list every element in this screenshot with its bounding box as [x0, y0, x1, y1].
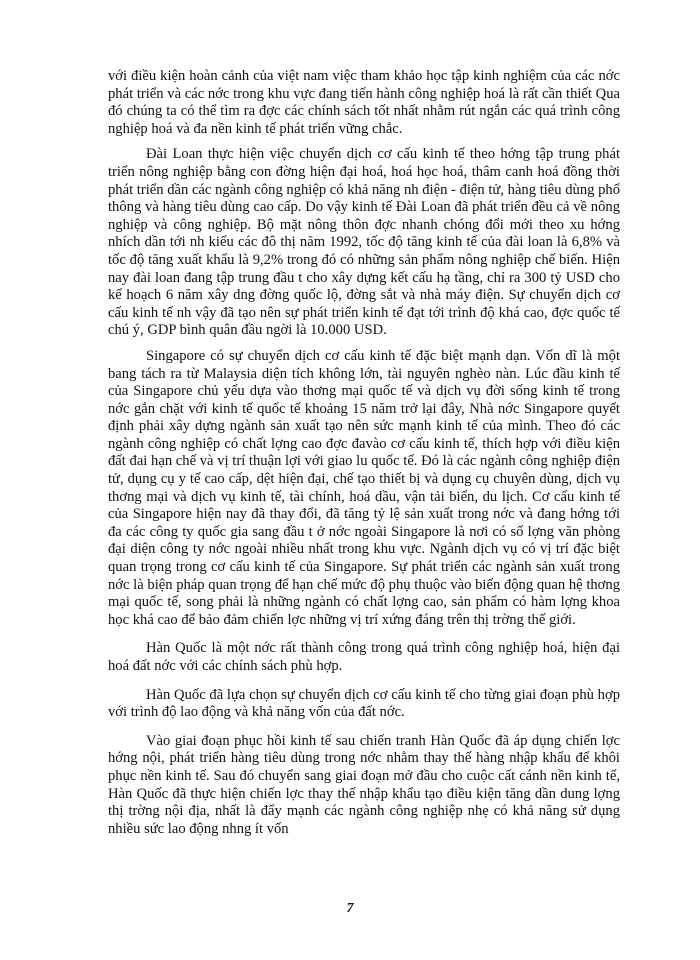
- paragraph-korea-recovery: Vào giai đoạn phục hồi kinh tế sau chiến tranh Hàn Quốc đã áp dụng chiến lợc hớng nội, phát triển hàng tiêu dùng trong nớc nhằm thay thế hàng nhập khẩu để khôi phục nền kinh tế. Sau đó chuyển sang giai đoạn mở đầu cho cuộc cất cánh nền kinh tế, Hàn Quốc đã thực hiện chiến lợc thay thế nhập khẩu tạo điều kiện tăng dần dung lợng thị trờng nội địa, nhất là đẩy mạnh các ngành công nghiệp nhẹ có khả năng sử dụng nhiều sức lao động nhng ít vốn: [108, 732, 620, 837]
- page-number: 7: [346, 901, 354, 916]
- paragraph-taiwan: Đài Loan thực hiện việc chuyển dịch cơ cấu kinh tế theo hớng tập trung phát triển nông nghiệp bằng con đờng hiện đại hoá, hoá học hoá, thâm canh hoá đồng thời phát triển dần các ngành công nghiệp có khả năng nh điện - điện tử, hàng tiêu dùng phổ thông và hàng tiêu dùng cao cấp. Do vậy kinh tế Đài Loan đã phát triển đều cả về nông nghiệp và công nghiệp. Bộ mặt nông thôn đợc nhanh chóng đổi mới theo xu hớng nhích dần tới nh kiểu các đô thị năm 1992, tốc độ tăng kinh tế của đài loan là 6,8% và tốc độ tăng xuất khẩu là 9,2% trong đó có những sản phẩm nông nghiệp chế biến. Hiện nay đài loan đang tập trung đầu t cho xây dựng kết cấu hạ tầng, chỉ ra 300 tỷ USD cho kế hoạch 6 năm xây dng đờng quốc lộ, đờng sắt và nhà máy điện. Sự chuyển dịch cơ cấu kinh tế nh vậy đã tạo nên sự phát triển kinh tế đạt tới trình độ khá cao, đợc quốc tế chú ý, GDP bình quân đầu ngời là 10.000 USD.: [108, 146, 620, 339]
- body-text: [108, 68, 620, 838]
- paragraph-intro-continued: với điều kiện hoàn cảnh của việt nam việc tham khảo học tập kinh nghiệm của các nớc phát triển và các nớc trong khu vực đang tiến hành công nghiệp hoá là rất cần thiết Qua đó chúng ta có thể tìm ra đợc các chính sách tốt nhất nhằm rút ngắn các quá trình công nghiệp hoá và đa nền kinh tế phát triển vững chắc.: [108, 68, 620, 137]
- paragraph-korea-intro: Hàn Quốc là một nớc rất thành công trong quá trình công nghiệp hoá, hiện đại hoá đất nớc với các chính sách phù hợp.: [108, 640, 620, 674]
- paragraph-korea-strategy: Hàn Quốc đã lựa chọn sự chuyển dịch cơ cấu kinh tế cho từng giai đoạn phù hợp với trình độ lao động và khả năng vốn của đất nớc.: [108, 686, 620, 721]
- paragraph-singapore: Singapore có sự chuyển dịch cơ cấu kinh tế đặc biệt mạnh dạn. Vốn dĩ là một bang tách ra từ Malaysia diện tích không lớn, tài nguyên nghèo nàn. Lúc đầu kinh tế của Singapore chủ yếu dựa vào thơng mại quốc tế và dịch vụ đời sống kinh tế trong nớc gắn chặt với kinh tế quốc tế khoảng 15 năm trở lại đây, Nhà nớc Singapore quyết định phải xây dựng ngành sản xuất tạo nên sức mạnh kinh tế của mình. Theo đó các ngành công nghiệp có chất lợng cao đợc đavào cơ cấu kinh tế, thích hợp với điều kiện đất đai hạn chế và vị trí thuận lợi với giao lu quốc tế. Đó là các ngành công nghiệp điện tử, dụng cụ y tế cao cấp, dệt hiện đại, chế tạo thiết bị và dụng cụ chuyên dùng, dịch vụ thơng mại và dịch vụ kinh tế, tài chính, hoá dầu, vận tải biển, du lịch. Cơ cấu kinh tế của Singapore hiện nay đã thay đổi, đã tăng tỷ lệ sản xuất trong nớc và đang hớng tới đa các công ty quốc gia sang đầu t ở nớc ngoài Singapore là nơi có số lợng văn phòng đại diện công ty nớc ngoài nhiều nhất trong khu vực. Ngành dịch vụ có vị trí đặc biệt quan trọng trong cơ cấu kinh tế của Singapore. Sự phát triển các ngành sản xuất trong nớc là biện pháp quan trọng để hạn chế mức độ phụ thuộc vào biến động quan hệ thơng mại quốc tế, song phải là những ngành có chất lợng cao, sản phẩm có hàm lợng khoa học khá cao để bảo đảm chiến lợc những vị trí xứng đáng trên thị trờng thế giới.: [108, 347, 620, 628]
